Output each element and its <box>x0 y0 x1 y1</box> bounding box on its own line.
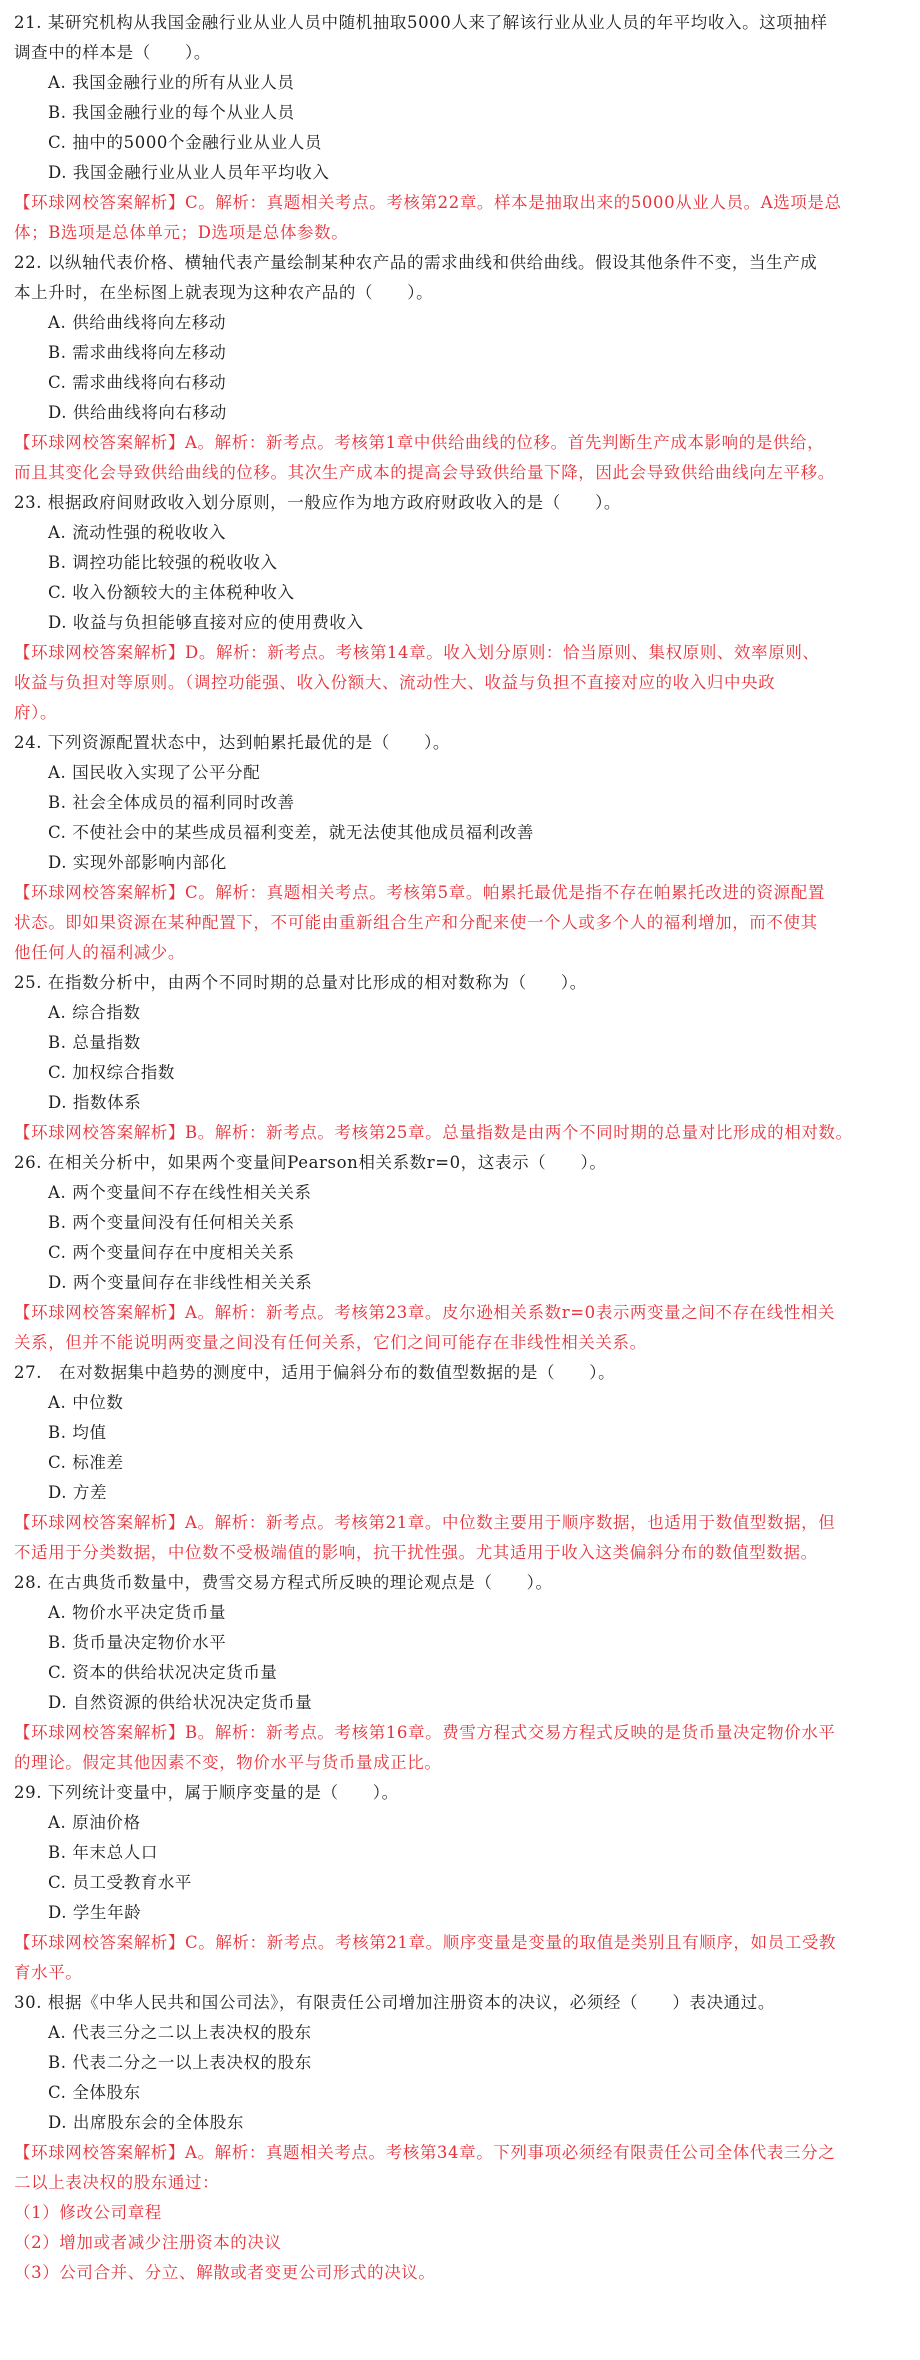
answer-option: C. 需求曲线将向右移动 <box>48 373 227 392</box>
question-stem: 27. 在对数据集中趋势的测度中，适用于偏斜分布的数值型数据的是（ ）。 <box>14 1363 616 1382</box>
answer-explanation: 的理论。假定其他因素不变，物价水平与货币量成正比。 <box>14 1753 442 1772</box>
answer-explanation: 状态。即如果资源在某种配置下，不可能由重新组合生产和分配来使一个人或多个人的福利增加，而不使其 <box>14 913 818 932</box>
question-stem: 30. 根据《中华人民共和国公司法》，有限责任公司增加注册资本的决议，必须经（ ）表决通过。 <box>14 1993 775 2012</box>
question-block <box>14 248 906 488</box>
answer-option: A. 流动性强的税收收入 <box>48 523 227 542</box>
answer-option: D. 方差 <box>48 1483 108 1502</box>
answer-option: D. 出席股东会的全体股东 <box>48 2113 244 2132</box>
answer-explanation: 【环球网校答案解析】D。解析：新考点。考核第14章。收入划分原则：恰当原则、集权原则、效率原则、 <box>14 643 820 662</box>
answer-explanation: 而且其变化会导致供给曲线的位移。其次生产成本的提高会导致供给量下降，因此会导致供给曲线向左平移。 <box>14 463 835 482</box>
answer-option: A. 中位数 <box>48 1393 124 1412</box>
answer-option: D. 自然资源的供给状况决定货币量 <box>48 1693 313 1712</box>
answer-option: A. 国民收入实现了公平分配 <box>48 763 261 782</box>
answer-explanation: 【环球网校答案解析】B。解析：新考点。考核第25章。总量指数是由两个不同时期的总量对比形成的相对数。 <box>14 1123 853 1142</box>
question-block <box>14 1358 906 1568</box>
answer-option: C. 资本的供给状况决定货币量 <box>48 1663 278 1682</box>
answer-explanation: 【环球网校答案解析】A。解析：真题相关考点。考核第34章。下列事项必须经有限责任公司全体代表三分之 <box>14 2143 836 2162</box>
answer-explanation: 【环球网校答案解析】A。解析：新考点。考核第21章。中位数主要用于顺序数据，也适用于数值型数据，但 <box>14 1513 836 1532</box>
answer-option: C. 不使社会中的某些成员福利变差，就无法使其他成员福利改善 <box>48 823 535 842</box>
answer-explanation: 【环球网校答案解析】A。解析：新考点。考核第23章。皮尔逊相关系数r=0表示两变量之间不存在线性相关 <box>14 1303 836 1322</box>
answer-explanation: （1）修改公司章程 <box>14 2203 162 2222</box>
answer-option: A. 两个变量间不存在线性相关关系 <box>48 1183 312 1202</box>
answer-explanation: 关系，但并不能说明两变量之间没有任何关系，它们之间可能存在非线性相关关系。 <box>14 1333 647 1352</box>
answer-explanation: 二以上表决权的股东通过： <box>14 2173 220 2192</box>
answer-explanation: 【环球网校答案解析】C。解析：真题相关考点。考核第5章。帕累托最优是指不存在帕累托改进的资源配置 <box>14 883 825 902</box>
question-block <box>14 8 906 248</box>
answer-option: B. 两个变量间没有任何相关关系 <box>48 1213 295 1232</box>
answer-explanation: 【环球网校答案解析】C。解析：新考点。考核第21章。顺序变量是变量的取值是类别且有顺序，如员工受教 <box>14 1933 837 1952</box>
answer-option: D. 指数体系 <box>48 1093 142 1112</box>
answer-option: A. 代表三分之二以上表决权的股东 <box>48 2023 312 2042</box>
question-stem: 24. 下列资源配置状态中，达到帕累托最优的是（ ）。 <box>14 733 451 752</box>
answer-option: B. 社会全体成员的福利同时改善 <box>48 793 295 812</box>
answer-option: A. 原油价格 <box>48 1813 141 1832</box>
question-stem: 26. 在相关分析中，如果两个变量间Pearson相关系数r=0，这表示（ ）。 <box>14 1153 607 1172</box>
answer-option: A. 供给曲线将向左移动 <box>48 313 227 332</box>
answer-explanation: （3）公司合并、分立、解散或者变更公司形式的决议。 <box>14 2263 436 2282</box>
answer-option: C. 两个变量间存在中度相关关系 <box>48 1243 295 1262</box>
answer-option: B. 代表二分之一以上表决权的股东 <box>48 2053 312 2072</box>
answer-option: A. 物价水平决定货币量 <box>48 1603 227 1622</box>
answer-explanation: 【环球网校答案解析】B。解析：新考点。考核第16章。费雪方程式交易方程式反映的是货币量决定物价水平 <box>14 1723 836 1742</box>
answer-explanation: 【环球网校答案解析】C。解析：真题相关考点。考核第22章。样本是抽取出来的5000从业人员。A选项是总 <box>14 193 842 212</box>
answer-explanation: 体；B选项是总体单元；D选项是总体参数。 <box>14 223 349 242</box>
question-block <box>14 728 906 968</box>
question-stem: 21. 某研究机构从我国金融行业从业人员中随机抽取5000人来了解该行业从业人员的年平均收入。这项抽样 <box>14 13 828 32</box>
answer-option: D. 供给曲线将向右移动 <box>48 403 227 422</box>
question-stem: 23. 根据政府间财政收入划分原则，一般应作为地方政府财政收入的是（ ）。 <box>14 493 622 512</box>
answer-option: B. 调控功能比较强的税收收入 <box>48 553 278 572</box>
answer-option: B. 需求曲线将向左移动 <box>48 343 227 362</box>
answer-option: D. 收益与负担能够直接对应的使用费收入 <box>48 613 364 632</box>
answer-option: B. 货币量决定物价水平 <box>48 1633 227 1652</box>
answer-option: A. 我国金融行业的所有从业人员 <box>48 73 295 92</box>
answer-explanation: 育水平。 <box>14 1963 83 1982</box>
answer-option: B. 我国金融行业的每个从业人员 <box>48 103 295 122</box>
answer-explanation: 收益与负担对等原则。（调控功能强、收入份额大、流动性大、收益与负担不直接对应的收入归中央政 <box>14 673 776 692</box>
answer-explanation: 府）。 <box>14 703 58 722</box>
question-block <box>14 1778 906 1988</box>
answer-option: C. 收入份额较大的主体税种收入 <box>48 583 295 602</box>
answer-option: B. 年末总人口 <box>48 1843 158 1862</box>
answer-option: C. 员工受教育水平 <box>48 1873 193 1892</box>
question-block <box>14 1988 906 2288</box>
answer-option: D. 我国金融行业从业人员年平均收入 <box>48 163 330 182</box>
question-stem: 调查中的样本是（ ）。 <box>14 43 211 62</box>
answer-option: C. 抽中的5000个金融行业从业人员 <box>48 133 322 152</box>
answer-option: D. 实现外部影响内部化 <box>48 853 227 872</box>
answer-option: B. 总量指数 <box>48 1033 141 1052</box>
question-block <box>14 968 906 1148</box>
question-stem: 25. 在指数分析中，由两个不同时期的总量对比形成的相对数称为（ ）。 <box>14 973 587 992</box>
question-block <box>14 488 906 728</box>
question-stem: 29. 下列统计变量中，属于顺序变量的是（ ）。 <box>14 1783 399 1802</box>
answer-explanation: （2）增加或者减少注册资本的决议 <box>14 2233 282 2252</box>
answer-option: C. 全体股东 <box>48 2083 141 2102</box>
question-block <box>14 1568 906 1778</box>
question-stem: 本上升时，在坐标图上就表现为这种农产品的（ ）。 <box>14 283 434 302</box>
answer-option: D. 学生年龄 <box>48 1903 142 1922</box>
question-block <box>14 1148 906 1358</box>
answer-option: C. 标准差 <box>48 1453 124 1472</box>
question-stem: 28. 在古典货币数量中，费雪交易方程式所反映的理论观点是（ ）。 <box>14 1573 553 1592</box>
answer-explanation: 不适用于分类数据，中位数不受极端值的影响，抗干扰性强。尤其适用于收入这类偏斜分布的数值型数据。 <box>14 1543 818 1562</box>
answer-explanation: 他任何人的福利减少。 <box>14 943 185 962</box>
answer-option: A. 综合指数 <box>48 1003 141 1022</box>
question-stem: 22. 以纵轴代表价格、横轴代表产量绘制某种农产品的需求曲线和供给曲线。假设其他条件不变，当生产成 <box>14 253 818 272</box>
answer-explanation: 【环球网校答案解析】A。解析：新考点。考核第1章中供给曲线的位移。首先判断生产成本影响的是供给， <box>14 433 825 452</box>
answer-option: B. 均值 <box>48 1423 107 1442</box>
answer-option: D. 两个变量间存在非线性相关关系 <box>48 1273 313 1292</box>
answer-option: C. 加权综合指数 <box>48 1063 175 1082</box>
